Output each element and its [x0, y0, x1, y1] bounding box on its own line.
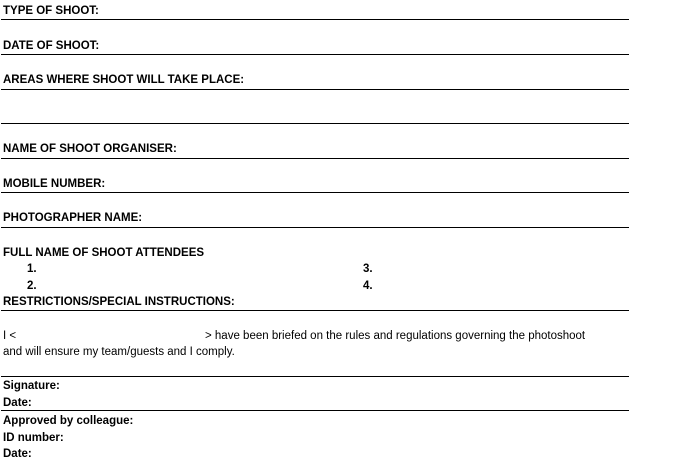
type-of-shoot-line[interactable]: [1, 19, 629, 20]
organiser-label: NAME OF SHOOT ORGANISER:: [3, 143, 177, 155]
restrictions-label: RESTRICTIONS/SPECIAL INSTRUCTIONS:: [3, 296, 235, 308]
attendee-number-1: 1.: [27, 263, 37, 275]
declaration-line: [1, 376, 629, 377]
declaration-prefix: I <: [3, 330, 17, 342]
photographer-label: PHOTOGRAPHER NAME:: [3, 212, 143, 224]
attendee-number-3: 3.: [363, 263, 373, 275]
approved-label: Approved by colleague:: [3, 415, 134, 427]
date-label-2: Date:: [3, 448, 32, 460]
organiser-line[interactable]: [1, 158, 629, 159]
areas-label: AREAS WHERE SHOOT WILL TAKE PLACE:: [3, 74, 245, 86]
mobile-line[interactable]: [1, 192, 629, 193]
date-of-shoot-line[interactable]: [1, 54, 629, 55]
signoff-line: [1, 410, 629, 411]
date-of-shoot-label: DATE OF SHOOT:: [3, 40, 100, 52]
attendee-number-2: 2.: [27, 280, 37, 292]
photographer-line[interactable]: [1, 227, 629, 228]
mobile-label: MOBILE NUMBER:: [3, 178, 106, 190]
attendee-number-4: 4.: [363, 280, 373, 292]
type-of-shoot-label: TYPE OF SHOOT:: [3, 5, 99, 17]
attendees-label: FULL NAME OF SHOOT ATTENDEES: [3, 247, 205, 259]
date-label-1: Date:: [3, 397, 32, 409]
signature-label: Signature:: [3, 380, 60, 392]
id-number-label: ID number:: [3, 432, 64, 444]
declaration-line-2: and will ensure my team/guests and I comply.: [3, 346, 235, 358]
restrictions-line[interactable]: [1, 310, 629, 311]
declaration-line-1: > have been briefed on the rules and regulations governing the photoshoot: [205, 330, 586, 342]
areas-line-1[interactable]: [1, 89, 629, 90]
areas-line-2[interactable]: [1, 123, 629, 124]
